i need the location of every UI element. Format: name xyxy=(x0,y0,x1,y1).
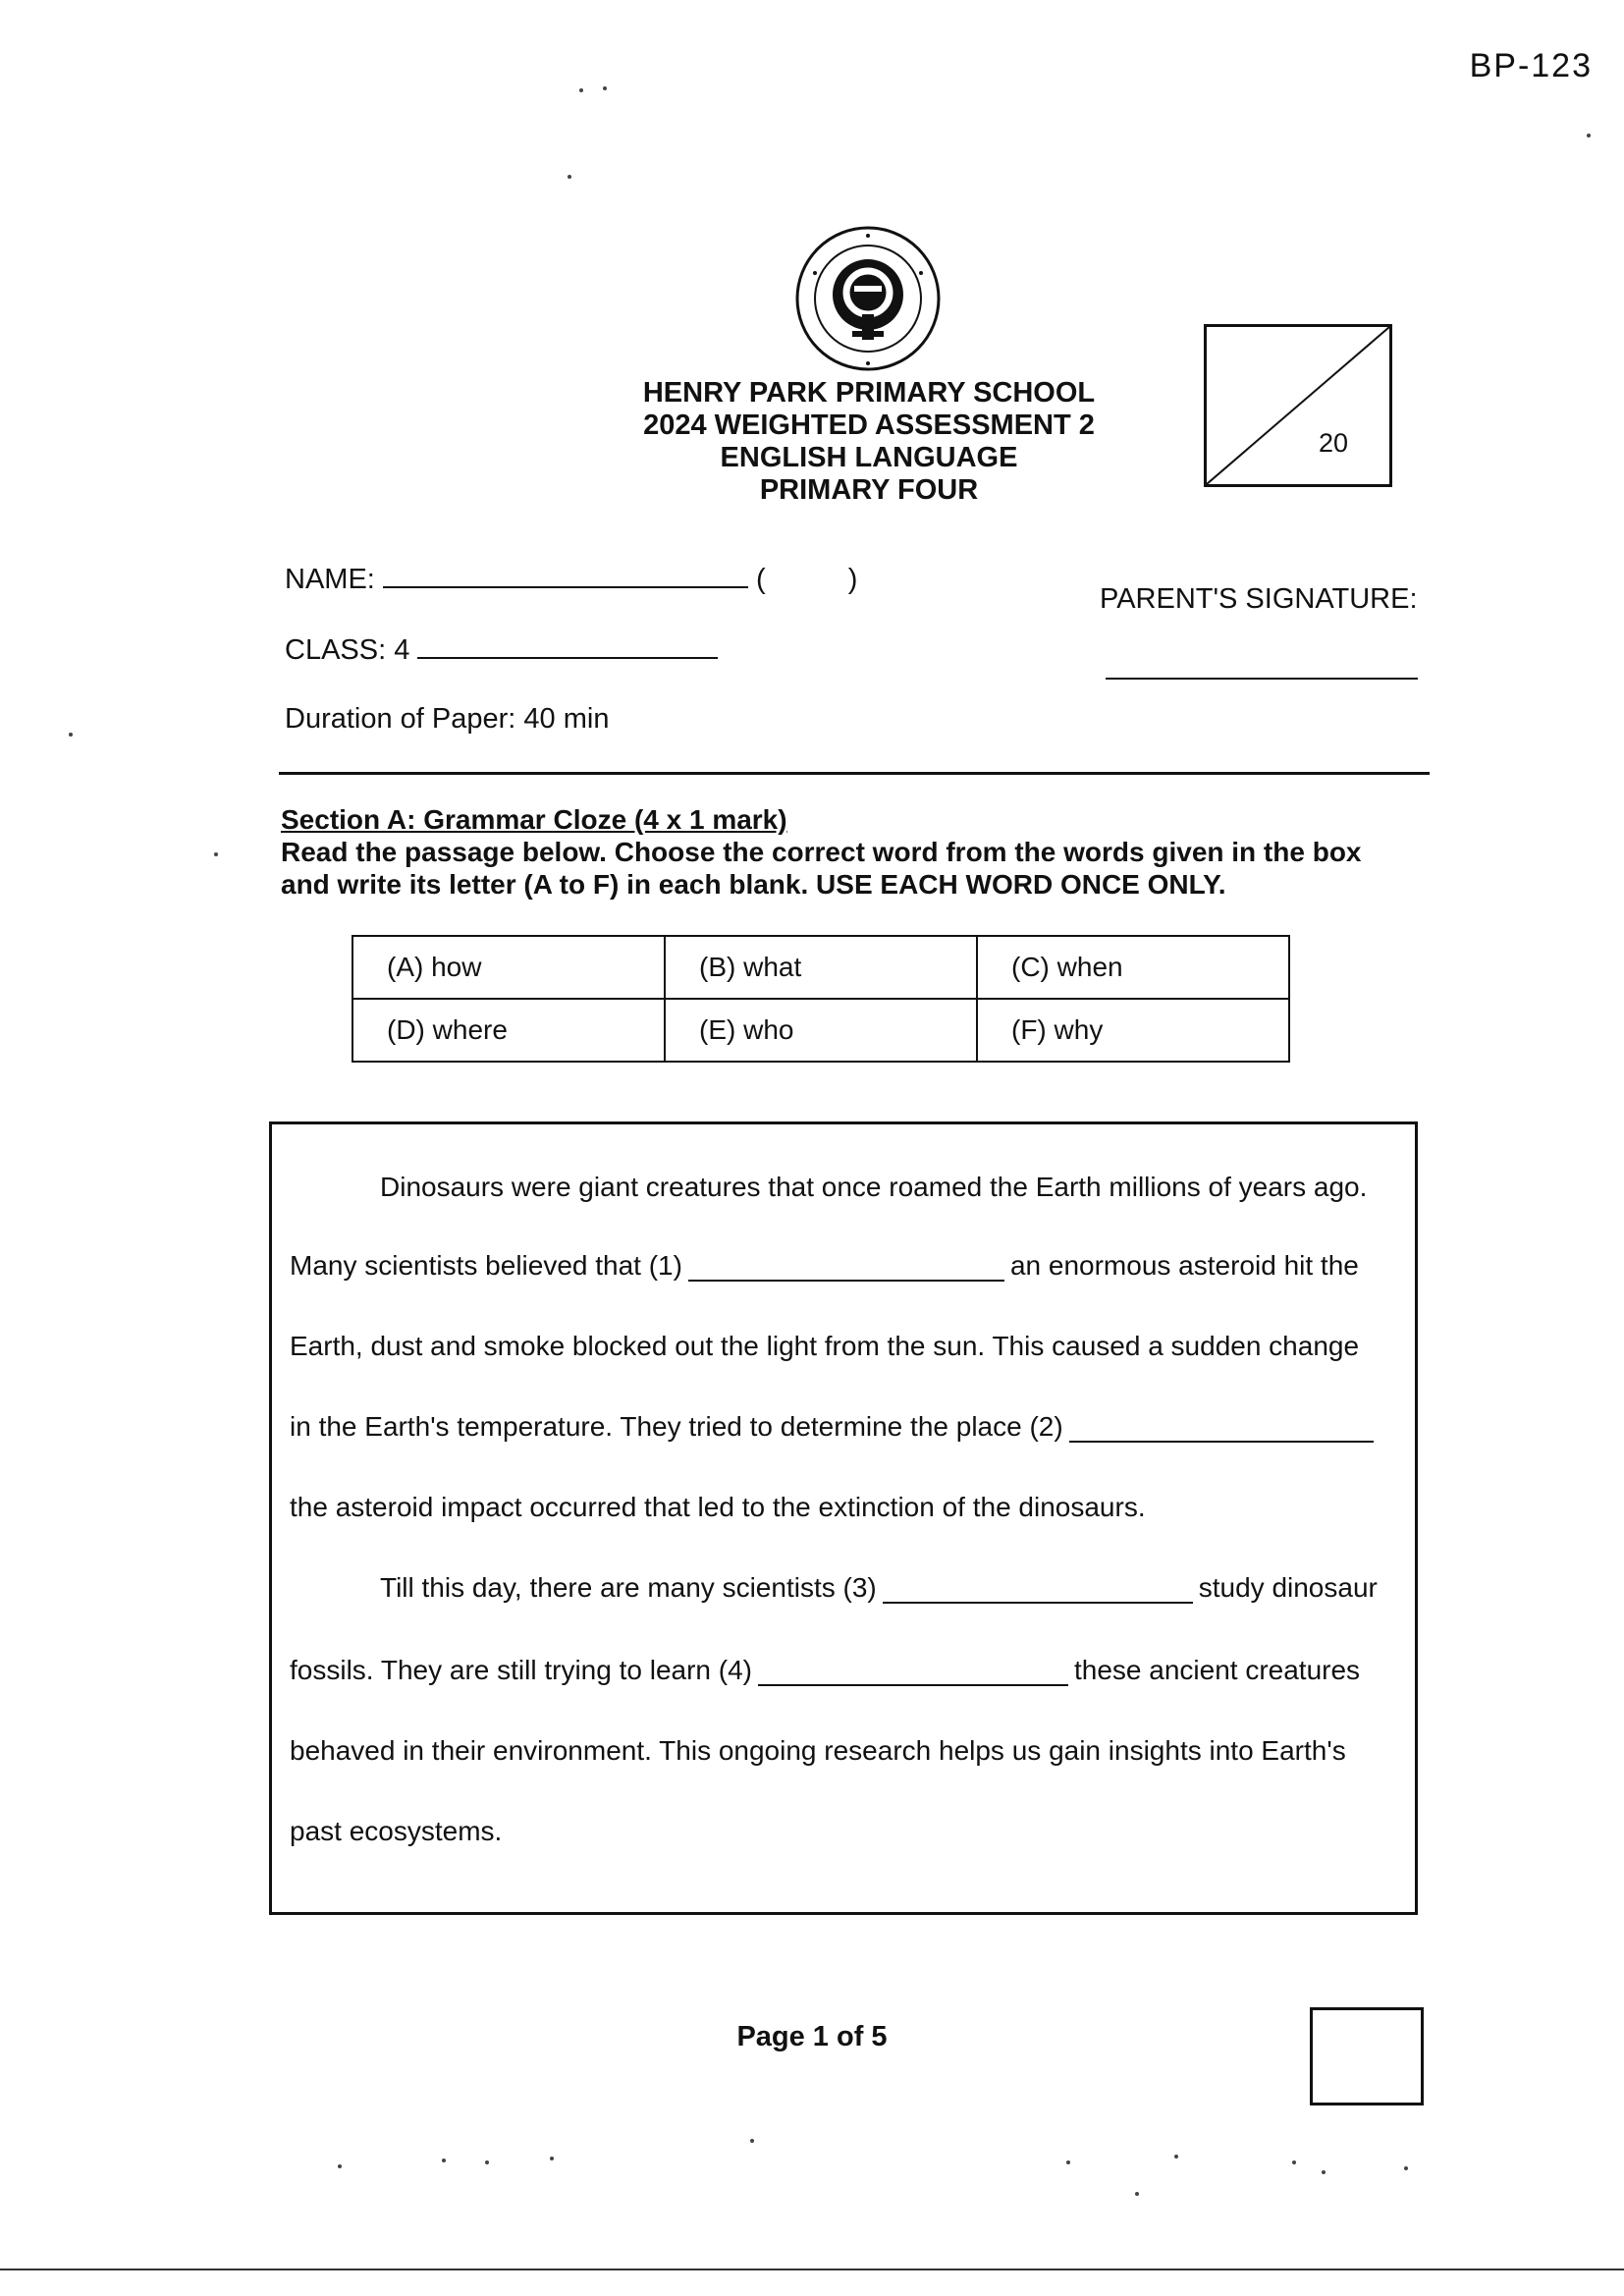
section-mark-box xyxy=(1310,2007,1424,2105)
name-field[interactable] xyxy=(383,586,748,588)
section-a-header xyxy=(281,803,1430,901)
passage-line-5: the asteroid impact occurred that led to the extinction of the dinosaurs. xyxy=(290,1492,1146,1522)
duration-text: Duration of Paper: 40 min xyxy=(285,703,610,735)
blank-2[interactable] xyxy=(1069,1415,1374,1443)
word-box-row xyxy=(352,936,1289,999)
scan-edge-line xyxy=(0,2269,1624,2270)
blank-1[interactable] xyxy=(688,1254,1004,1282)
instruction-line-1: Read the passage below. Choose the correct word from the words given in the box xyxy=(281,837,1362,867)
passage-line-4: in the Earth's temperature. They tried to determine the place (2) xyxy=(290,1411,1397,1443)
word-option-e: (E) who xyxy=(665,999,977,1062)
instruction-line-2: and write its letter (A to F) in each blank. USE EACH WORD ONCE ONLY. xyxy=(281,869,1226,900)
word-option-c: (C) when xyxy=(977,936,1289,999)
header-block xyxy=(530,377,1208,507)
class-field[interactable] xyxy=(417,657,718,659)
passage-line-7: fossils. They are still trying to learn (4) these ancient creatures xyxy=(290,1655,1361,1685)
page-number: Page 1 of 5 xyxy=(736,2021,888,2052)
word-box-row xyxy=(352,999,1289,1062)
diagonal-line xyxy=(1207,327,1389,484)
word-option-f: (F) why xyxy=(977,999,1289,1062)
score-total: 20 xyxy=(1318,428,1348,458)
passage-line-3: Earth, dust and smoke blocked out the light from the sun. This caused a sudden change xyxy=(290,1331,1360,1361)
assessment-title: 2024 WEIGHTED ASSESSMENT 2 xyxy=(643,410,1095,441)
word-box xyxy=(352,935,1290,1063)
subject-title: ENGLISH LANGUAGE xyxy=(720,442,1018,473)
class-row xyxy=(285,634,718,667)
school-crest-logo xyxy=(793,224,943,373)
divider xyxy=(279,772,1430,775)
passage-line-2: Many scientists believed that (1) an enormous asteroid hit the xyxy=(290,1250,1359,1281)
name-label: NAME: xyxy=(285,564,375,595)
class-label: CLASS: 4 xyxy=(285,634,410,666)
total-score-box xyxy=(1204,324,1392,487)
section-a-title: Section A: Grammar Cloze (4 x 1 mark) xyxy=(281,804,787,835)
index-open: ( xyxy=(755,564,766,595)
blank-4[interactable] xyxy=(758,1659,1068,1686)
parent-signature-label: PARENT'S SIGNATURE: xyxy=(1100,583,1418,615)
word-option-b: (B) what xyxy=(665,936,977,999)
passage-line-9: past ecosystems. xyxy=(290,1816,503,1846)
blank-3[interactable] xyxy=(883,1576,1193,1604)
word-option-d: (D) where xyxy=(352,999,665,1062)
passage-line-1: Dinosaurs were giant creatures that once roamed the Earth millions of years ago. xyxy=(380,1172,1368,1202)
passage-line-6: Till this day, there are many scientists (3) study dinosaur xyxy=(380,1572,1378,1603)
index-close: ) xyxy=(847,564,858,595)
parent-signature-field[interactable] xyxy=(1106,678,1418,680)
document-code: BP-123 xyxy=(1469,47,1593,84)
level-title: PRIMARY FOUR xyxy=(759,474,979,506)
passage-box xyxy=(269,1121,1418,1915)
school-name: HENRY PARK PRIMARY SCHOOL xyxy=(642,377,1096,409)
word-option-a: (A) how xyxy=(352,936,665,999)
passage-line-8: behaved in their environment. This ongoing research helps us gain insights into Earth's xyxy=(290,1735,1346,1766)
name-row xyxy=(285,564,857,596)
